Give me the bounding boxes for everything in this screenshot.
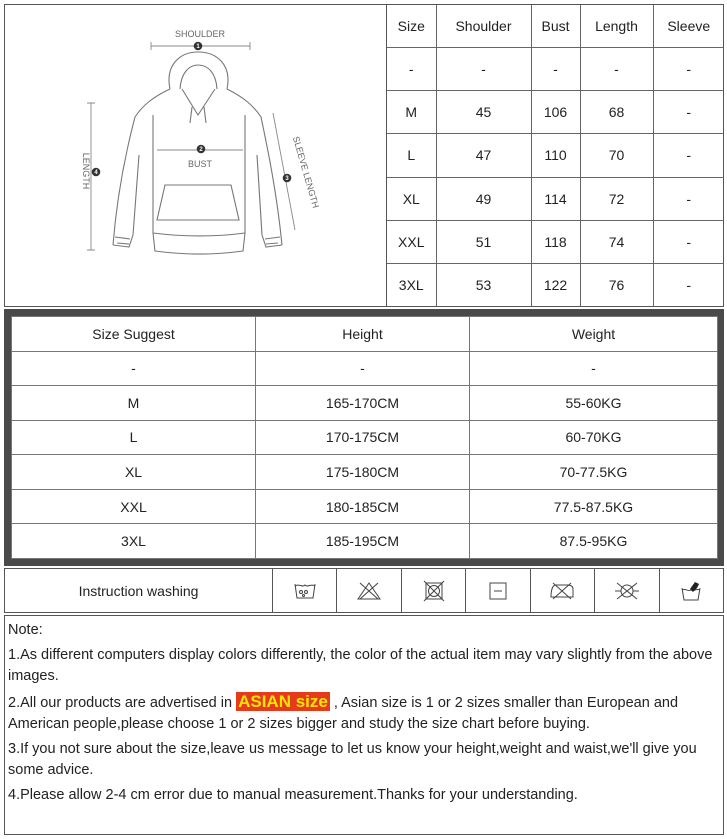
table-cell: 53 xyxy=(436,264,531,306)
table-cell: 47 xyxy=(436,134,531,177)
no-tumble-dry-icon xyxy=(402,569,466,612)
table-row xyxy=(387,134,724,177)
washing-label: Instruction washing xyxy=(5,569,273,612)
table-row xyxy=(387,47,724,90)
table-cell: - xyxy=(653,221,724,264)
marker-3: 3 xyxy=(285,176,289,182)
table-row xyxy=(387,221,724,264)
table-row xyxy=(12,455,718,490)
header-shoulder: Shoulder xyxy=(436,5,531,47)
table-cell: 122 xyxy=(531,264,580,306)
no-bleach-icon xyxy=(337,569,401,612)
table-cell: - xyxy=(653,90,724,133)
size-table xyxy=(387,5,724,306)
table-cell: 110 xyxy=(531,134,580,177)
table-cell: 106 xyxy=(531,90,580,133)
table-cell: 170-175CM xyxy=(256,420,470,455)
shoulder-label: SHOULDER xyxy=(174,29,226,39)
table-cell: M xyxy=(12,386,256,421)
table-cell: - xyxy=(653,264,724,306)
table-cell: 51 xyxy=(436,221,531,264)
table-row xyxy=(387,177,724,220)
table-row xyxy=(387,90,724,133)
table-cell: XL xyxy=(12,455,256,490)
table-cell: - xyxy=(653,47,724,90)
bust-label: BUST xyxy=(187,159,213,169)
washing-instructions xyxy=(4,568,724,613)
table-cell: 60-70KG xyxy=(470,420,718,455)
table-cell: 175-180CM xyxy=(256,455,470,490)
table-cell: 87.5-95KG xyxy=(470,524,718,559)
table-cell: 180-185CM xyxy=(256,489,470,524)
asian-size-highlight: ASIAN size xyxy=(238,692,328,711)
table-cell: XL xyxy=(387,177,436,220)
table-cell: 72 xyxy=(580,177,653,220)
table-cell: 77.5-87.5KG xyxy=(470,489,718,524)
table-row xyxy=(12,489,718,524)
marker-2: 2 xyxy=(199,147,203,153)
table-cell: - xyxy=(653,134,724,177)
table-cell: - xyxy=(653,177,724,220)
table-cell: 49 xyxy=(436,177,531,220)
marker-4: 4 xyxy=(94,170,98,176)
table-cell: 3XL xyxy=(387,264,436,306)
table-cell: L xyxy=(12,420,256,455)
header-size: Size xyxy=(387,5,436,47)
sleeve-length-label: SLEEVE LENGTH xyxy=(290,135,321,210)
table-cell: M xyxy=(387,90,436,133)
size-suggest-section xyxy=(4,309,724,566)
table-row xyxy=(387,264,724,306)
note-4: 4.Please allow 2-4 cm error due to manual measurement.Thanks for your understanding. xyxy=(8,787,578,803)
table-cell: 76 xyxy=(580,264,653,306)
note-1: 1.As different computers display colors differently, the color of the actual item may vary slightly from the above images. xyxy=(8,647,713,684)
note-2-text-end: American people,please choose 1 or 2 sizes bigger and study the size chart before buying. xyxy=(8,716,590,732)
table-row xyxy=(12,351,718,386)
hoodie-outline-icon xyxy=(5,5,387,306)
hoodie-diagram xyxy=(5,5,387,306)
header-bust: Bust xyxy=(531,5,580,47)
note-3: 3.If you not sure about the size,leave us message to let us know your height,weight and waist,we'll give you some advice. xyxy=(8,741,697,778)
no-dry-clean-icon xyxy=(595,569,659,612)
table-cell: - xyxy=(256,351,470,386)
dry-flat-icon xyxy=(466,569,530,612)
header-height: Height xyxy=(256,317,470,352)
table-cell: - xyxy=(531,47,580,90)
header-weight: Weight xyxy=(470,317,718,352)
size-table-header xyxy=(387,5,724,47)
table-cell: 55-60KG xyxy=(470,386,718,421)
table-cell: 68 xyxy=(580,90,653,133)
note-2 xyxy=(8,691,720,735)
table-cell: 165-170CM xyxy=(256,386,470,421)
table-cell: 45 xyxy=(436,90,531,133)
size-chart-section xyxy=(4,4,724,307)
wash-30-icon xyxy=(273,569,337,612)
table-cell: - xyxy=(387,47,436,90)
table-cell: 114 xyxy=(531,177,580,220)
table-row xyxy=(12,524,718,559)
table-cell: 74 xyxy=(580,221,653,264)
table-cell: - xyxy=(12,351,256,386)
no-iron-icon xyxy=(531,569,595,612)
table-cell: 118 xyxy=(531,221,580,264)
table-cell: L xyxy=(387,134,436,177)
note-2-text: 2.All our products are advertised in xyxy=(8,695,237,711)
suggest-table-header xyxy=(12,317,718,352)
header-length: Length xyxy=(580,5,653,47)
hand-wash-icon xyxy=(660,569,723,612)
notes-section xyxy=(4,615,724,835)
header-sleeve: Sleeve xyxy=(653,5,724,47)
table-cell: XXL xyxy=(387,221,436,264)
table-cell: 3XL xyxy=(12,524,256,559)
table-cell: - xyxy=(580,47,653,90)
table-cell: - xyxy=(436,47,531,90)
marker-1: 1 xyxy=(196,44,200,50)
table-row xyxy=(12,386,718,421)
note-2-text-cont: , Asian size is 1 or 2 sizes smaller than European and xyxy=(329,695,679,711)
size-suggest-table xyxy=(11,316,718,559)
table-cell: 70-77.5KG xyxy=(470,455,718,490)
table-cell: - xyxy=(470,351,718,386)
table-cell: 70 xyxy=(580,134,653,177)
table-cell: 185-195CM xyxy=(256,524,470,559)
table-row xyxy=(12,420,718,455)
notes-heading: Note: xyxy=(8,622,43,638)
table-cell: XXL xyxy=(12,489,256,524)
length-label: LENGTH xyxy=(81,152,91,190)
header-size-suggest: Size Suggest xyxy=(12,317,256,352)
